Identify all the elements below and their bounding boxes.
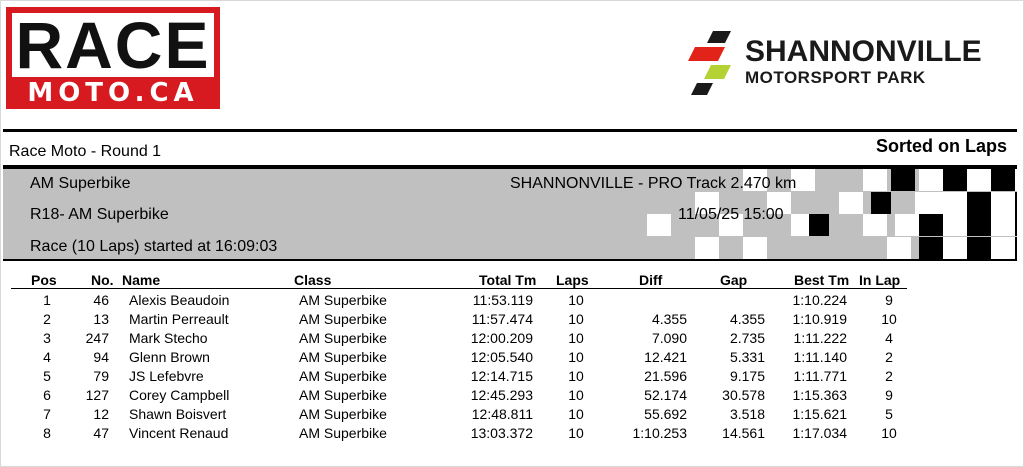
- cell-diff: 7.090: [651, 330, 687, 346]
- header-class: Class: [294, 272, 332, 288]
- cell-class: AM Superbike: [299, 406, 387, 422]
- cell-name: Alexis Beaudoin: [129, 292, 230, 308]
- cell-laps: 10: [568, 311, 584, 327]
- cell-no: 13: [93, 311, 109, 327]
- table-row: [1, 406, 1024, 425]
- cell-name: Vincent Renaud: [129, 425, 229, 441]
- table-row: [1, 387, 1024, 406]
- header-total: Total Tm: [479, 272, 537, 288]
- event-track: SHANNONVILLE - PRO Track 2.470 km: [510, 175, 797, 192]
- report-title: Race Moto - Round 1: [9, 143, 162, 160]
- cell-best: 1:11.222: [793, 330, 847, 346]
- shannonville-name: SHANNONVILLE: [745, 35, 982, 68]
- header-no: No.: [91, 272, 114, 288]
- cell-class: AM Superbike: [299, 368, 387, 384]
- cell-no: 12: [93, 406, 109, 422]
- cell-pos: 8: [43, 425, 51, 441]
- cell-name: Glenn Brown: [129, 349, 210, 365]
- cell-pos: 2: [43, 311, 51, 327]
- cell-name: Martin Perreault: [129, 311, 229, 327]
- cell-total: 12:14.715: [470, 368, 533, 384]
- header-gap: Gap: [720, 272, 748, 288]
- cell-no: 79: [93, 368, 109, 384]
- cell-best: 1:11.771: [793, 368, 847, 384]
- cell-class: AM Superbike: [299, 387, 387, 403]
- cell-best: 1:15.621: [792, 406, 847, 422]
- header-diff: Diff: [639, 272, 663, 288]
- cell-pos: 1: [43, 292, 51, 308]
- cell-class: AM Superbike: [299, 311, 387, 327]
- header-pos: Pos: [31, 272, 57, 288]
- cell-no: 46: [93, 292, 109, 308]
- cell-diff: 12.421: [644, 349, 687, 365]
- cell-class: AM Superbike: [299, 349, 387, 365]
- cell-total: 12:48.811: [471, 406, 533, 422]
- cell-inlap: 2: [885, 349, 893, 365]
- header-laps: Laps: [556, 272, 589, 288]
- cell-inlap: 10: [881, 425, 897, 441]
- divider: [3, 259, 1017, 261]
- table-row: [1, 425, 1024, 444]
- cell-best: 1:11.140: [793, 349, 847, 365]
- cell-total: 12:05.540: [470, 349, 533, 365]
- cell-gap: 30.578: [722, 387, 765, 403]
- shannonville-subtitle: MOTORSPORT PARK: [745, 68, 926, 87]
- cell-diff: 1:10.253: [632, 425, 687, 441]
- cell-name: Mark Stecho: [129, 330, 208, 346]
- header-name: Name: [122, 272, 161, 288]
- cell-total: 12:00.209: [470, 330, 533, 346]
- event-datetime: 11/05/25 15:00: [678, 206, 784, 223]
- cell-inlap: 5: [885, 406, 893, 422]
- table-row: [1, 311, 1024, 330]
- cell-laps: 10: [568, 349, 584, 365]
- cell-laps: 10: [568, 425, 584, 441]
- event-start-info: Race (10 Laps) started at 16:09:03: [30, 238, 278, 255]
- cell-gap: 3.518: [729, 406, 765, 422]
- cell-gap: 9.175: [729, 368, 765, 384]
- cell-gap: 14.561: [722, 425, 765, 441]
- cell-inlap: 4: [885, 330, 893, 346]
- cell-pos: 4: [43, 349, 51, 365]
- cell-best: 1:10.224: [792, 292, 847, 308]
- event-class: AM Superbike: [30, 175, 131, 192]
- cell-inlap: 2: [885, 368, 893, 384]
- shannonville-logo: [687, 25, 1017, 101]
- cell-best: 1:15.363: [792, 387, 847, 403]
- cell-diff: 55.692: [644, 406, 687, 422]
- cell-diff: 4.355: [651, 311, 687, 327]
- cell-total: 13:03.372: [470, 425, 533, 441]
- cell-class: AM Superbike: [299, 330, 387, 346]
- cell-name: Corey Campbell: [129, 387, 230, 403]
- header-inlap: In Lap: [859, 272, 901, 288]
- cell-gap: 5.331: [729, 349, 765, 365]
- cell-no: 47: [93, 425, 109, 441]
- cell-pos: 3: [43, 330, 51, 346]
- cell-inlap: 9: [885, 292, 893, 308]
- divider: [3, 129, 1017, 132]
- cell-pos: 7: [43, 406, 51, 422]
- cell-best: 1:17.034: [792, 425, 847, 441]
- header-underline: [11, 288, 907, 289]
- cell-pos: 6: [43, 387, 51, 403]
- shannonville-mark-icon: [687, 25, 745, 101]
- racemoto-logo: [6, 7, 220, 109]
- cell-total: 11:57.474: [471, 311, 533, 327]
- event-info-band: [3, 169, 1017, 259]
- cell-no: 127: [85, 387, 109, 403]
- sort-label: Sorted on Laps: [875, 136, 1007, 156]
- cell-best: 1:10.919: [792, 311, 847, 327]
- cell-laps: 10: [568, 330, 584, 346]
- event-session: R18- AM Superbike: [30, 206, 169, 223]
- cell-diff: 21.596: [644, 368, 687, 384]
- cell-class: AM Superbike: [299, 292, 387, 308]
- table-row: [1, 368, 1024, 387]
- cell-inlap: 9: [885, 387, 893, 403]
- cell-name: JS Lefebvre: [129, 368, 204, 384]
- racemoto-logo-bottom: MOTO.CA: [27, 78, 199, 108]
- table-row: [1, 330, 1024, 349]
- cell-laps: 10: [568, 292, 584, 308]
- table-row: [1, 292, 1024, 311]
- cell-no: 247: [85, 330, 109, 346]
- cell-name: Shawn Boisvert: [129, 406, 227, 422]
- cell-total: 12:45.293: [470, 387, 533, 403]
- cell-gap: 2.735: [729, 330, 765, 346]
- cell-laps: 10: [568, 387, 584, 403]
- cell-class: AM Superbike: [299, 425, 387, 441]
- header-best: Best Tm: [794, 272, 850, 288]
- cell-gap: 4.355: [729, 311, 765, 327]
- racemoto-logo-top: RACE: [12, 13, 214, 77]
- table-row: [1, 349, 1024, 368]
- cell-pos: 5: [43, 368, 51, 384]
- cell-inlap: 10: [881, 311, 897, 327]
- cell-no: 94: [93, 349, 109, 365]
- cell-total: 11:53.119: [472, 292, 533, 308]
- cell-diff: 52.174: [644, 387, 687, 403]
- cell-laps: 10: [568, 368, 584, 384]
- cell-laps: 10: [568, 406, 584, 422]
